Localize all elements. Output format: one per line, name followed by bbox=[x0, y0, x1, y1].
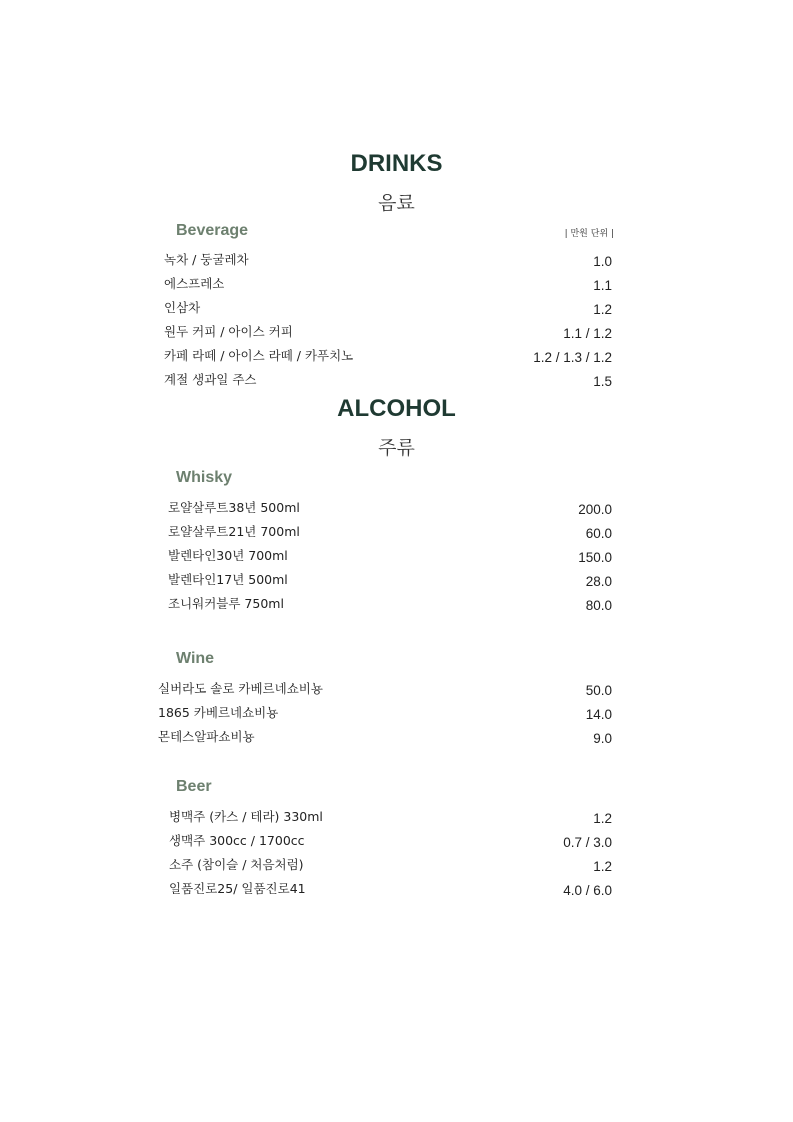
item-name: 발렌타인17년 500ml bbox=[168, 572, 288, 587]
beverage-heading: Beverage bbox=[176, 222, 249, 239]
item-name: 에스프레소 bbox=[164, 276, 225, 291]
list-item bbox=[164, 274, 612, 298]
item-name: 몬테스알파쇼비뇽 bbox=[158, 729, 255, 744]
item-price: 200.0 bbox=[578, 502, 612, 517]
list-item bbox=[164, 346, 612, 370]
item-price: 60.0 bbox=[585, 526, 612, 541]
list-item bbox=[168, 522, 612, 546]
list-item bbox=[168, 546, 612, 570]
item-name: 원두 커피 / 아이스 커피 bbox=[164, 324, 293, 339]
alcohol-title: ALCOHOL bbox=[337, 395, 456, 422]
whisky-heading: Whisky bbox=[176, 469, 233, 486]
item-name: 병맥주 (카스 / 테라) 330ml bbox=[169, 809, 323, 824]
list-item bbox=[168, 594, 612, 618]
drinks-subtitle: 음료 bbox=[378, 192, 415, 214]
list-item bbox=[168, 498, 612, 522]
alcohol-subtitle: 주류 bbox=[378, 437, 415, 459]
item-price: 1.2 bbox=[593, 302, 612, 317]
item-name: 조니워커블루 750ml bbox=[168, 596, 284, 611]
item-price: 1.2 bbox=[593, 859, 612, 874]
item-name: 생맥주 300cc / 1700cc bbox=[169, 833, 305, 848]
item-name: 녹차 / 둥굴레차 bbox=[164, 252, 249, 267]
list-item bbox=[164, 298, 612, 322]
item-name: 실버라도 솔로 카베르네쇼비뇽 bbox=[158, 681, 323, 696]
item-price: 4.0 / 6.0 bbox=[563, 883, 612, 898]
list-item bbox=[169, 879, 612, 903]
beer-heading: Beer bbox=[176, 778, 212, 795]
list-item bbox=[169, 807, 612, 831]
item-price: 50.0 bbox=[585, 683, 612, 698]
item-price: 1.5 bbox=[593, 374, 612, 389]
list-item bbox=[164, 370, 612, 394]
unit-note: | 만원 단위 | bbox=[564, 229, 614, 239]
item-name: 인삼차 bbox=[164, 300, 201, 315]
list-item bbox=[169, 831, 612, 855]
item-name: 발렌타인30년 700ml bbox=[168, 548, 288, 563]
item-name: 일품진로25/ 일품진로41 bbox=[169, 881, 306, 896]
list-item bbox=[158, 727, 612, 751]
item-price: 9.0 bbox=[593, 731, 612, 746]
item-price: 150.0 bbox=[578, 550, 612, 565]
item-name: 소주 (참이슬 / 처음처럼) bbox=[169, 857, 304, 872]
drinks-title: DRINKS bbox=[350, 150, 443, 177]
item-price: 0.7 / 3.0 bbox=[563, 835, 612, 850]
item-name: 로얄살루트38년 500ml bbox=[168, 500, 300, 515]
list-item bbox=[169, 855, 612, 879]
item-name: 카페 라떼 / 아이스 라떼 / 카푸치노 bbox=[164, 348, 354, 363]
item-price: 14.0 bbox=[585, 707, 612, 722]
item-price: 1.2 / 1.3 / 1.2 bbox=[533, 350, 612, 365]
item-price: 1.0 bbox=[593, 254, 612, 269]
item-name: 로얄살루트21년 700ml bbox=[168, 524, 300, 539]
item-name: 1865 카베르네쇼비뇽 bbox=[158, 705, 279, 720]
wine-heading: Wine bbox=[176, 650, 215, 667]
list-item bbox=[168, 570, 612, 594]
item-price: 1.1 bbox=[593, 278, 612, 293]
item-price: 28.0 bbox=[585, 574, 612, 589]
list-item bbox=[158, 703, 612, 727]
item-price: 1.2 bbox=[593, 811, 612, 826]
list-item bbox=[164, 322, 612, 346]
item-price: 1.1 / 1.2 bbox=[563, 326, 612, 341]
list-item bbox=[164, 250, 612, 274]
list-item bbox=[158, 679, 612, 703]
item-name: 계절 생과일 주스 bbox=[164, 372, 257, 387]
item-price: 80.0 bbox=[585, 598, 612, 613]
